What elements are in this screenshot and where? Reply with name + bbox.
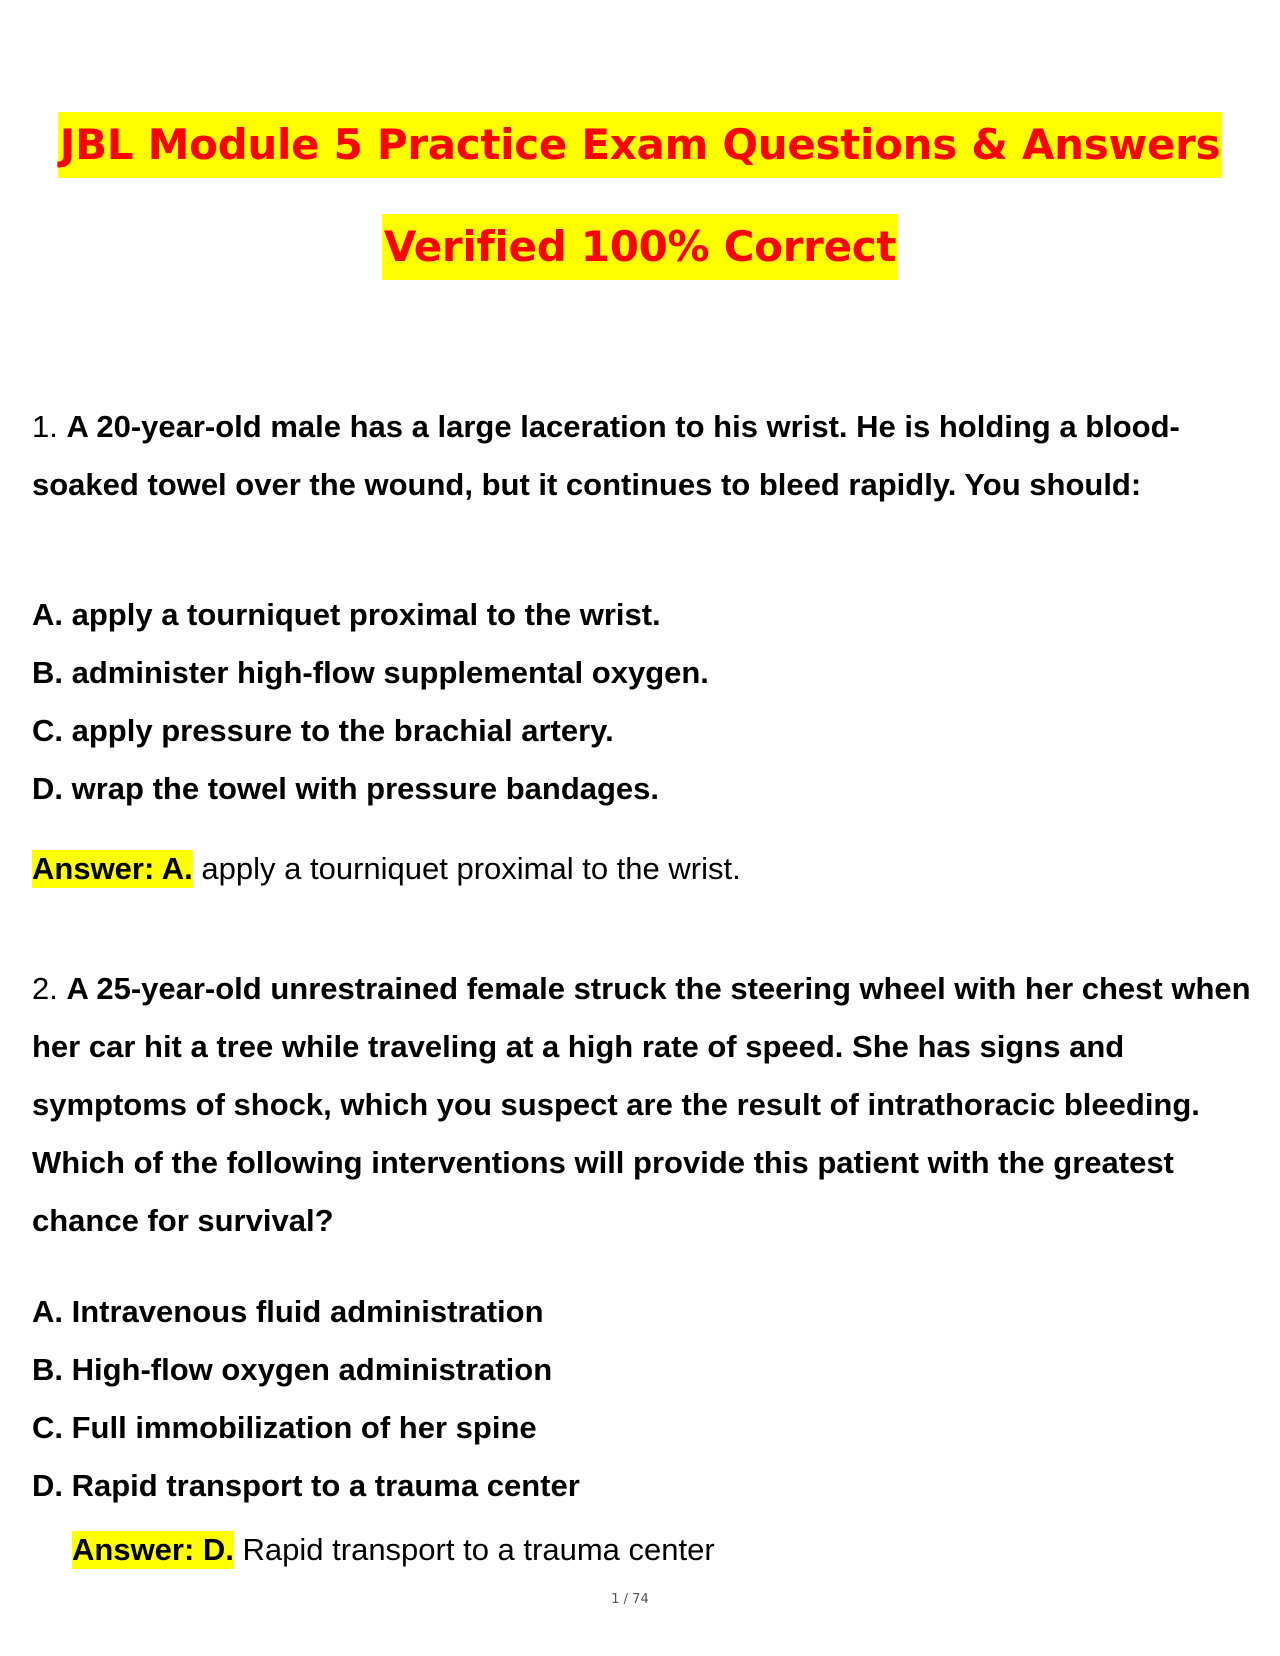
page-number: 1 / 74 bbox=[611, 1592, 649, 1607]
answer-label: Answer: D. bbox=[72, 1532, 234, 1567]
option-a: A. apply a tourniquet proximal to the wrist. bbox=[32, 597, 661, 632]
answer-label: Answer: A. bbox=[32, 851, 193, 886]
option-b: B. High-flow oxygen administration bbox=[32, 1352, 553, 1387]
question-1 bbox=[32, 398, 1252, 514]
question-text: A 25-year-old unrestrained female struck the steering wheel with her chest when her car hit a tree while traveling at a high rate of speed. She has signs and symptoms of shock, which you suspect are the result of intrathoracic bleeding. Which of the following interventions will provide this patient with the greatest chance for survival? bbox=[32, 971, 1251, 1238]
answer-text: apply a tourniquet proximal to the wrist. bbox=[192, 851, 741, 886]
question-2 bbox=[32, 960, 1252, 1250]
document-title-line-1: JBL Module 5 Practice Exam Questions & Answers bbox=[0, 124, 1280, 166]
question-2-answer bbox=[72, 1530, 715, 1570]
question-number: 1. bbox=[32, 409, 58, 444]
option-a: A. Intravenous fluid administration bbox=[32, 1294, 544, 1329]
answer-text: Rapid transport to a trauma center bbox=[233, 1532, 715, 1567]
question-1-options bbox=[32, 586, 1232, 818]
option-d: D. Rapid transport to a trauma center bbox=[32, 1468, 580, 1503]
question-number: 2. bbox=[32, 971, 58, 1006]
question-2-options bbox=[32, 1283, 1232, 1515]
question-text: A 20-year-old male has a large laceration to his wrist. He is holding a blood-soaked towel over the wound, but it continues to bleed rapidly. You should: bbox=[32, 409, 1180, 502]
option-b: B. administer high-flow supplemental oxygen. bbox=[32, 655, 709, 690]
question-1-answer bbox=[32, 849, 741, 889]
option-d: D. wrap the towel with pressure bandages. bbox=[32, 771, 660, 806]
option-c: C. Full immobilization of her spine bbox=[32, 1410, 537, 1445]
document-title-line-2: Verified 100% Correct bbox=[0, 226, 1280, 268]
option-c: C. apply pressure to the brachial artery. bbox=[32, 713, 614, 748]
